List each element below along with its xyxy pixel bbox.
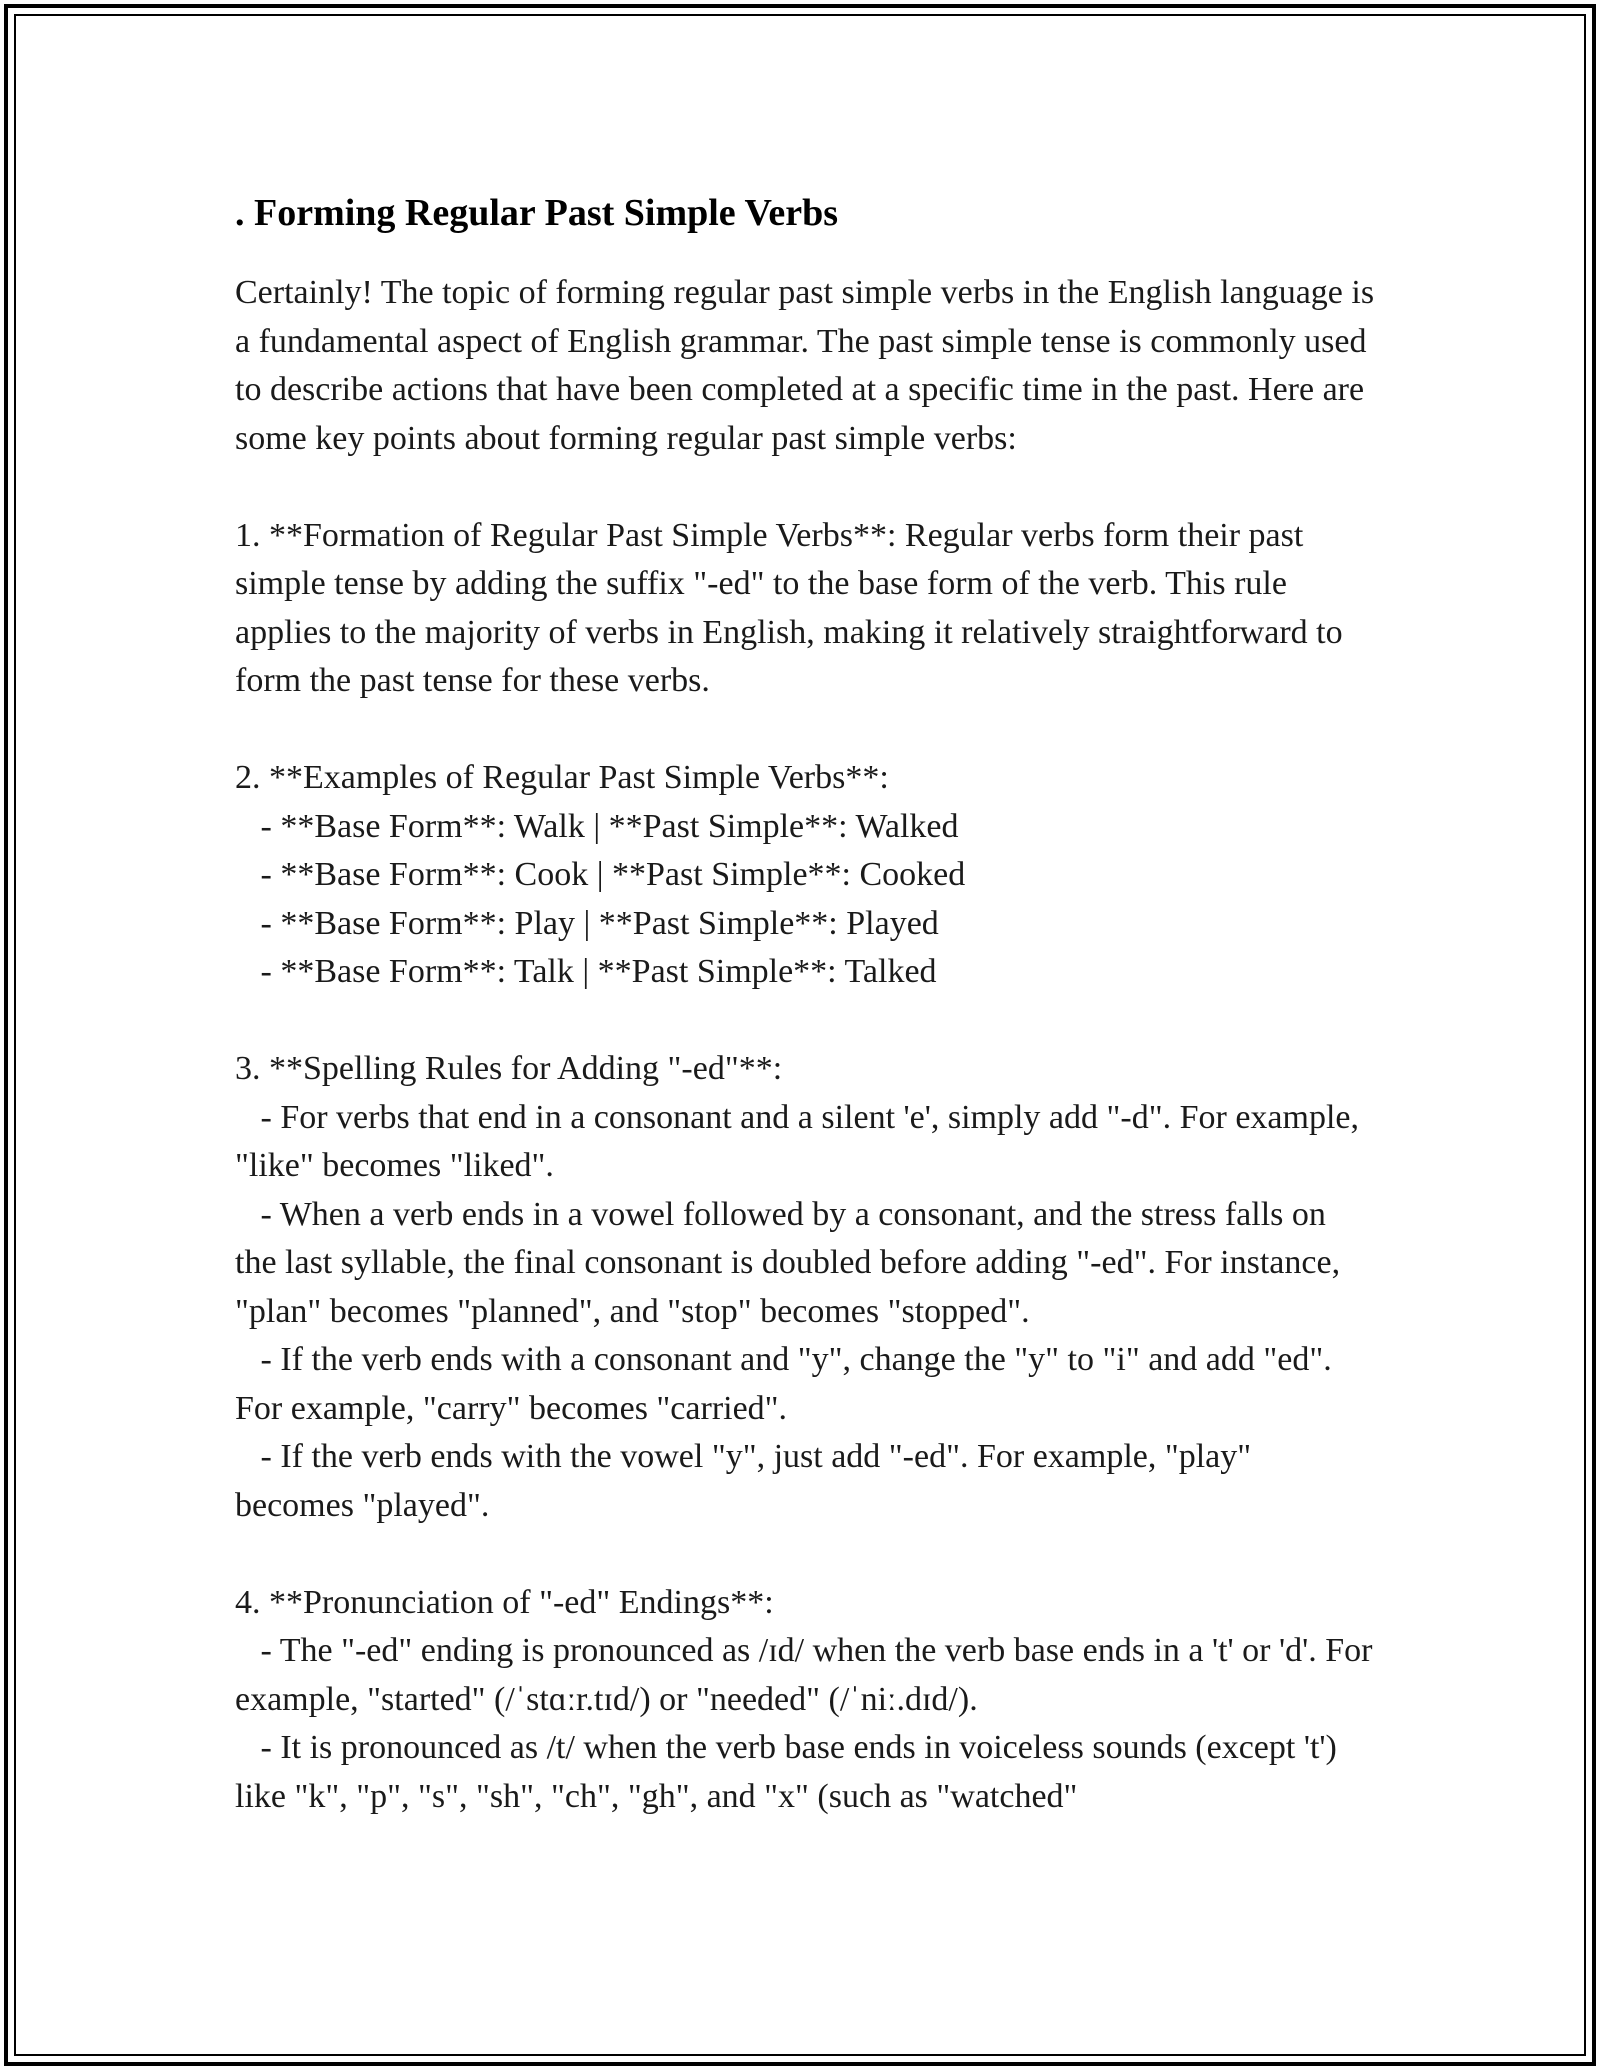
paragraph-spacer	[235, 1530, 1375, 1579]
paragraph-spacer	[235, 997, 1375, 1046]
point-4-pronunciation: 4. **Pronunciation of "-ed" Endings**: - The "-ed" ending is pronounced as /ɪd/ when the verb base ends in a 't' or 'd'. For example, "started" (/ˈstɑːr.tɪd/) or "needed" (/ˈniː.dɪd/). - It is pronounced as /t/ when the verb base ends in voiceless sounds (except 't') like "k", "p", "s", "sh", "ch", "gh", and "x" (such as "watched"	[235, 1583, 1373, 1815]
point-3-spelling-rules: 3. **Spelling Rules for Adding "-ed"**: - For verbs that end in a consonant and a silent 'e', simply add "-d". For example, "like" becomes "liked". - When a verb ends in a vowel followed by a consonant, and the stress falls on the last syllable, the final consonant is doubled before adding "-ed". For instance, "plan" becomes "planned", and "stop" becomes "stopped". - If the verb ends with a consonant and "y", change the "y" to "i" and add "ed". For example, "carry" becomes "carried". - If the verb ends with the vowel "y", just add "-ed". For example, "play" becomes "played".	[235, 1050, 1359, 1524]
document-title: . Forming Regular Past Simple Verbs	[235, 192, 839, 234]
paragraph-spacer	[235, 706, 1375, 755]
document-body	[235, 183, 1383, 1821]
paragraph-spacer	[235, 463, 1375, 512]
point-1-formation: 1. **Formation of Regular Past Simple Verbs**: Regular verbs form their past simple tense by adding the suffix "-ed" to the base form of the verb. This rule applies to the majority of verbs in English, making it relatively straightforward to form the past tense for these verbs.	[235, 516, 1352, 699]
point-2-examples: 2. **Examples of Regular Past Simple Verbs**: - **Base Form**: Walk | **Past Simple**: Walked - **Base Form**: Cook | **Past Simple**: Cooked - **Base Form**: Play | **Past Simple**: Played - **Base Form**: Talk | **Past Simple**: Talked	[235, 759, 966, 990]
intro-paragraph: Certainly! The topic of forming regular past simple verbs in the English language is a fundamental aspect of English grammar. The past simple tense is commonly used to describe actions that have been completed at a specific time in the past. Here are some key points about forming regular past simple verbs:	[235, 274, 1383, 457]
